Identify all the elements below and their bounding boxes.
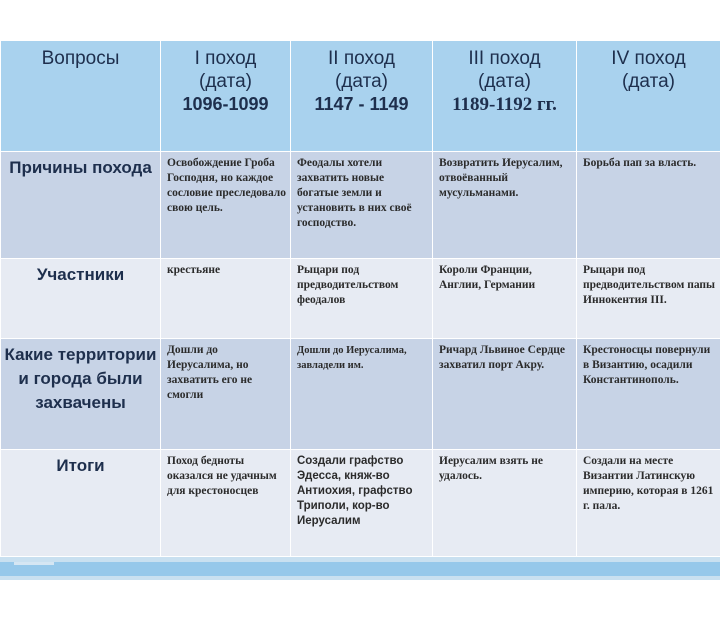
table-cell: Дошли до Иерусалима, завладели им.	[297, 345, 407, 371]
table-cell: Рыцари под предводительством папы Иннокентия III.	[583, 264, 716, 306]
header-crusade-3-date: 1189-1192 гг.	[452, 94, 557, 115]
table-cell: Поход бедноты оказался не удачным для крестоносцев	[167, 455, 277, 497]
header-crusade-1	[161, 41, 291, 152]
header-questions	[1, 41, 161, 152]
table-cell: Крестоносцы повернули в Византию, осадили Константинополь.	[583, 344, 711, 386]
header-questions-title: Вопросы	[41, 48, 120, 69]
table-cell: Феодалы хотели захватить новые богатые земли и установить в них своё господство.	[297, 157, 412, 229]
row-label-participants: Участники	[36, 265, 125, 284]
table-row	[1, 339, 720, 450]
header-crusade-3-title: III поход	[468, 48, 541, 69]
table-cell: Ричард Львиное Сердце захватил порт Акру.	[439, 344, 566, 371]
table-cell: Дошли до Иерусалима, но захватить его не смогли	[167, 344, 253, 401]
header-crusade-4-title: IV поход	[611, 48, 686, 69]
header-crusade-3-sub: (дата)	[478, 71, 531, 92]
header-crusade-2-sub: (дата)	[335, 71, 388, 92]
header-crusade-1-date: 1096-1099	[182, 94, 269, 114]
header-crusade-2	[291, 41, 433, 152]
header-crusade-4-sub: (дата)	[622, 71, 675, 92]
header-crusade-1-title: I поход	[194, 48, 257, 69]
table-cell: крестьяне	[167, 264, 221, 276]
row-label-reasons: Причины похода	[9, 158, 152, 177]
table-cell: Возвратить Иерусалим, отвоёванный мусульманами.	[439, 157, 563, 199]
bottom-bar	[0, 562, 720, 576]
table-row	[1, 259, 720, 339]
table-cell: Борьба пап за власть.	[583, 157, 697, 169]
table-row	[1, 450, 720, 557]
table-cell: Короли Франции, Англии, Германии	[439, 264, 536, 291]
table-cell: Освобождение Гроба Господня, но каждое сословие преследовало свою цель.	[167, 157, 287, 214]
table-cell: Создали на месте Византии Латинскую империю, которая в 1261 г. пала.	[583, 455, 714, 512]
crusades-table	[0, 40, 720, 557]
row-label-territories: Какие территории и города были захвачены	[4, 345, 157, 412]
header-crusade-1-sub: (дата)	[199, 71, 252, 92]
header-crusade-4	[577, 41, 720, 152]
header-crusade-3	[433, 41, 577, 152]
header-row	[1, 41, 720, 152]
table-cell: Иерусалим взять не удалось.	[439, 455, 543, 482]
table-cell: Рыцари под предводительством феодалов	[297, 264, 399, 306]
crusades-table-container	[0, 40, 720, 580]
table-row	[1, 152, 720, 259]
header-crusade-2-date: 1147 - 1149	[314, 94, 409, 114]
header-crusade-2-title: II поход	[327, 48, 395, 69]
row-label-results: Итоги	[56, 456, 105, 475]
bottom-tab-marker	[14, 562, 54, 565]
table-cell: Создали графство Эдесса, княж-во Антиохия, графство Триполи, кор-во Иерусалим	[297, 455, 413, 527]
